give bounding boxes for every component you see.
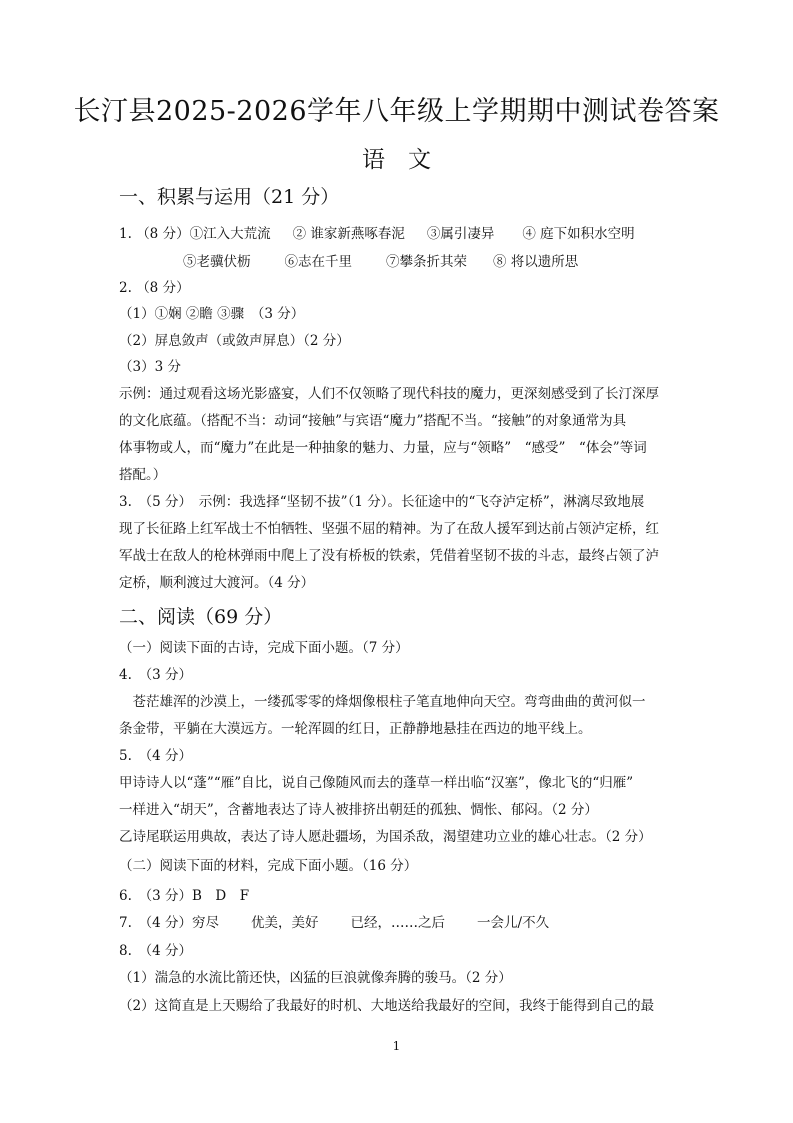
q2-example-line: 的文化底蕴。（搭配不当：动词“接触”与宾语“魔力”搭配不当。“接触”的对象通常为具 — [119, 413, 627, 429]
part-1-instruction: （一）阅读下面的古诗，完成下面小题。（7 分） — [119, 640, 409, 656]
section-heading-1: 一、积累与运用（21 分） — [119, 186, 340, 208]
q2-head — [119, 278, 679, 298]
q1-row-2 — [183, 252, 683, 272]
q3-line: 定桥，顺利渡过大渡河。（4 分） — [119, 575, 315, 591]
q2-answer-2: （2）屏息敛声（或敛声屏息）（2 分） — [119, 333, 350, 349]
q8-line: （2）这简直是上天赐给了我最好的时机、大地送给我最好的空间，我终于能得到自己的最 — [119, 998, 655, 1014]
q2-example-line: 搭配。） — [119, 467, 167, 483]
q8-head: 8. （4 分） — [119, 943, 193, 959]
q4-line: 苍茫雄浑的沙漠上，一缕孤零零的烽烟像根柱子笔直地伸向天空。弯弯曲曲的黄河似一 — [119, 694, 646, 710]
q7-item: 已经，……之后 — [350, 915, 446, 931]
q2-example-line: 示例：通过观看这场光影盛宴，人们不仅领略了现代科技的魔力，更深刻感受到了长汀深厚 — [119, 386, 659, 402]
q7-answer — [119, 913, 679, 933]
q1-score: （8 分） — [136, 226, 190, 242]
q1-item: ④ 庭下如积水空明 — [522, 226, 635, 242]
q2-example-line: 体事物或人，而“魔力”在此是一种抽象的魅力、力量，应与“领略” “感受” “体会”等词 — [119, 440, 647, 456]
q7-head: 7. （4 分） — [119, 915, 193, 931]
q3-line: 现了长征路上红军战士不怕牺牲、坚强不屈的精神。为了在敌人援军到达前占领泸定桥，红 — [119, 521, 659, 537]
q4-line: 条金带，平躺在大漠远方。一轮浑圆的红日，正静静地悬挂在西边的地平线上。 — [119, 721, 592, 737]
q1-num: 1. — [119, 226, 132, 242]
q7-item: 穷尽 — [192, 915, 220, 931]
q1-item: ② 谁家新燕啄春泥 — [292, 226, 405, 242]
q2-answer-3: （3）3 分 — [119, 359, 181, 375]
q5-line: 甲诗诗人以“蓬”“雁”自比，说自己像随风而去的蓬草一样出临“汉塞”，像北飞的“归雁” — [119, 775, 634, 791]
page-title: 长汀县2025-2026学年八年级上学期期中测试卷答案 — [73, 96, 720, 127]
q2-answer-1: （1）①娴 ②瞻 ③骤 （3 分） — [119, 306, 305, 322]
subject-title: 语 文 — [362, 147, 431, 173]
q1-row-1 — [119, 224, 679, 244]
q2-num: 2. — [119, 280, 132, 296]
page-number: 1 — [392, 1039, 401, 1053]
q5-head: 5. （4 分） — [119, 748, 193, 764]
part-2-instruction: （二）阅读下面的材料，完成下面小题。（16 分） — [119, 858, 418, 874]
q1-item: ⑥志在千里 — [284, 254, 352, 270]
q7-item: 一会儿/不久 — [477, 915, 550, 931]
q3-line: 3. （5 分） 示例：我选择“坚韧不拔”（1 分）。长征途中的“飞夺泸定桥”，淋漓尽致地展 — [119, 494, 645, 510]
q1-item: ⑦攀条折其荣 — [386, 254, 467, 270]
q1-item: ③属引凄异 — [426, 226, 495, 242]
q1-item: ⑧ 将以遗所思 — [493, 254, 579, 270]
q5-line: 乙诗尾联运用典故，表达了诗人愿赴疆场，为国杀敌，渴望建功立业的雄心壮志。（2 分） — [119, 829, 652, 845]
q4-head: 4. （3 分） — [119, 667, 193, 683]
q6-answer: 6. （3 分）B D F — [119, 888, 250, 904]
q1-item: ①江入大荒流 — [189, 226, 271, 242]
q5-line: 一样进入“胡天”，含蓄地表达了诗人被排挤出朝廷的孤独、惆怅、郁闷。（2 分） — [119, 802, 598, 818]
section-heading-2: 二、阅读（69 分） — [119, 606, 283, 628]
q1-item: ⑤老骥伏枥 — [183, 254, 251, 270]
q3-line: 军战士在敌人的枪林弹雨中爬上了没有桥板的铁索，凭借着坚韧不拔的斗志，最终占领了泸 — [119, 548, 659, 564]
q8-line: （1）湍急的水流比箭还快，凶猛的巨浪就像奔腾的骏马。（2 分） — [119, 970, 512, 986]
q7-item: 优美，美好 — [251, 915, 319, 931]
q2-score: （8 分） — [136, 280, 190, 296]
